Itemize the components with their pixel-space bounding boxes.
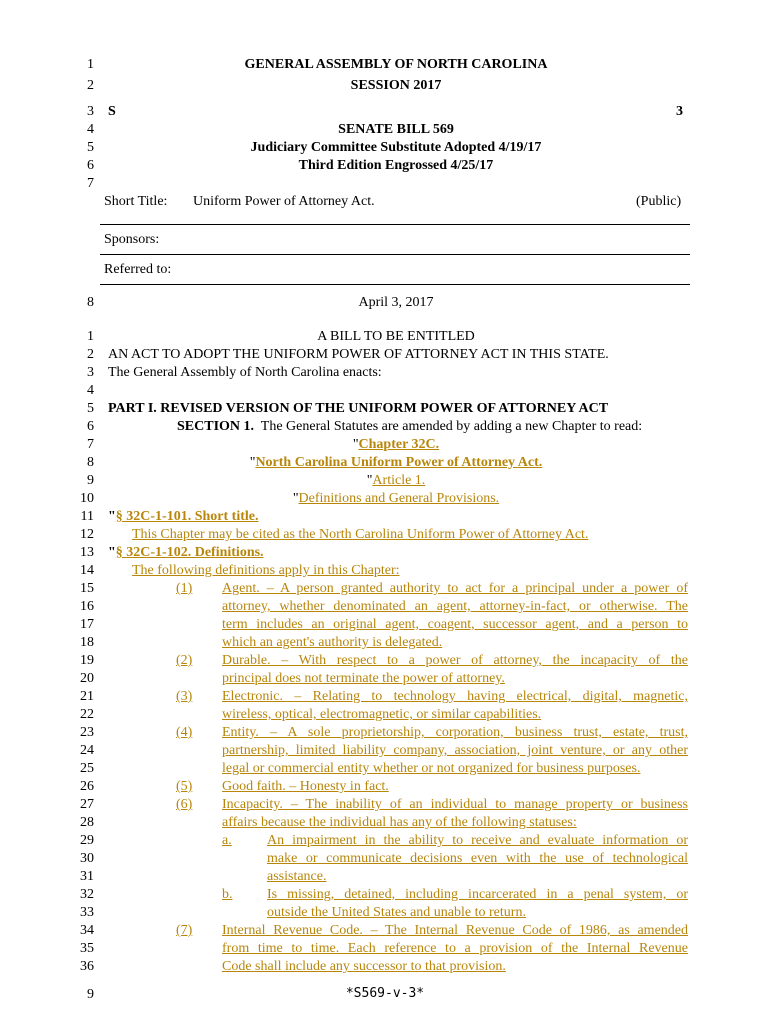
definition-text: Code shall include any successor to that provision. <box>222 959 506 974</box>
line-number: 22 <box>80 707 94 722</box>
line-number: 28 <box>80 815 94 830</box>
line-number: 34 <box>80 923 94 938</box>
definition-text: principal does not terminate the power of attorney. <box>222 671 505 686</box>
short-title: Uniform Power of Attorney Act. <box>193 194 375 209</box>
definition-text: Agent. – A person granted authority to act for a principal under a power of <box>222 581 688 596</box>
line-number: 27 <box>80 797 94 812</box>
act-title: AN ACT TO ADOPT THE UNIFORM POWER OF ATTORNEY ACT IN THIS STATE. <box>108 347 609 362</box>
line-number: 1 <box>87 57 94 72</box>
definition-text: legal or commercial entity whether or not organized for business purposes. <box>222 761 641 776</box>
line-number: 6 <box>87 419 94 434</box>
definition-text: Incapacity. – The inability of an individual to manage property or business <box>222 797 688 812</box>
line-number: 14 <box>80 563 94 578</box>
line-number: 4 <box>87 383 94 398</box>
bill-number: SENATE BILL 569 <box>338 122 454 137</box>
section-label: SECTION 1. <box>177 419 255 434</box>
line-number: 25 <box>80 761 94 776</box>
definition-number: (3) <box>176 689 193 704</box>
line-number: 31 <box>80 869 94 884</box>
page-number: 9 <box>87 987 94 1002</box>
line-number: 26 <box>80 779 94 794</box>
subdefinition-text: An impairment in the ability to receive and evaluate information or <box>267 833 688 848</box>
definitions-intro: The following definitions apply in this Chapter: <box>132 563 400 578</box>
section-heading-text: § 32C-1-102. Definitions. <box>115 545 264 560</box>
section-32c-1-102-heading: "§ 32C-1-102. Definitions. <box>108 545 264 560</box>
section-32c-1-101-heading: "§ 32C-1-101. Short title. <box>108 509 259 524</box>
line-number: 7 <box>87 176 94 191</box>
line-number: 16 <box>80 599 94 614</box>
short-title-label: Short Title: <box>104 194 168 209</box>
definition-text: affairs because the individual has any of the following statuses: <box>222 815 577 830</box>
section-text: The General Statutes are amended by adding a new Chapter to read: <box>260 419 643 434</box>
line-number: 15 <box>80 581 94 596</box>
assembly-heading: GENERAL ASSEMBLY OF NORTH CAROLINA <box>244 57 548 72</box>
edition-number: 3 <box>676 104 683 119</box>
subdefinition-letter: b. <box>222 887 233 902</box>
sponsors-label: Sponsors: <box>104 232 160 247</box>
line-number: 1 <box>87 329 94 344</box>
definition-number: (2) <box>176 653 193 668</box>
line-number: 8 <box>87 295 94 310</box>
line-number: 24 <box>80 743 94 758</box>
divider <box>100 224 690 225</box>
document-code: *S569-v-3* <box>345 986 425 1001</box>
subdefinition-letter: a. <box>222 833 232 848</box>
filed-date: April 3, 2017 <box>358 295 434 310</box>
line-number: 8 <box>87 455 94 470</box>
definition-text: which an agent's authority is delegated. <box>222 635 443 650</box>
line-number: 33 <box>80 905 94 920</box>
definition-number: (1) <box>176 581 193 596</box>
line-number: 9 <box>87 473 94 488</box>
chapter-number: Chapter 32C. <box>358 437 440 452</box>
definition-text: Internal Revenue Code. – The Internal Revenue Code of 1986, as amended <box>222 923 688 938</box>
short-title-text: This Chapter may be cited as the North Carolina Uniform Power of Attorney Act. <box>132 527 589 542</box>
section-heading-text: § 32C-1-101. Short title. <box>115 509 259 524</box>
definition-text: partnership, limited liability company, association, joint venture, or any other <box>222 743 688 758</box>
article-number: Article 1. <box>372 473 426 488</box>
divider <box>100 254 690 255</box>
part-heading: PART I. REVISED VERSION OF THE UNIFORM POWER OF ATTORNEY ACT <box>108 401 609 416</box>
definition-number: (4) <box>176 725 193 740</box>
line-number: 2 <box>87 347 94 362</box>
line-number: 32 <box>80 887 94 902</box>
definition-text: attorney, whether denominated an agent, attorney-in-fact, or otherwise. The <box>222 599 688 614</box>
article-title-text: Definitions and General Provisions. <box>298 491 500 506</box>
line-number: 29 <box>80 833 94 848</box>
line-number: 2 <box>87 78 94 93</box>
edition-line: Third Edition Engrossed 4/25/17 <box>298 158 494 173</box>
senate-marker-left: S <box>108 104 116 119</box>
session-heading: SESSION 2017 <box>350 78 442 93</box>
line-number: 36 <box>80 959 94 974</box>
line-number: 13 <box>80 545 94 560</box>
subdefinition-text: Is missing, detained, including incarcerated in a penal system, or <box>267 887 688 902</box>
chapter-title-text: North Carolina Uniform Power of Attorney Act. <box>255 455 543 470</box>
definition-text: Electronic. – Relating to technology having electrical, digital, magnetic, <box>222 689 688 704</box>
line-number: 3 <box>87 104 94 119</box>
definition-text: Entity. – A sole proprietorship, corporation, business trust, estate, trust, <box>222 725 688 740</box>
subdefinition-text: assistance. <box>267 869 327 884</box>
line-number: 18 <box>80 635 94 650</box>
subdefinition-text: make or communicate decisions even with the use of technological <box>267 851 688 866</box>
line-number: 4 <box>87 122 94 137</box>
line-number: 17 <box>80 617 94 632</box>
chapter-title: "North Carolina Uniform Power of Attorney Act. <box>249 455 543 470</box>
definition-text: Durable. – With respect to a power of attorney, the incapacity of the <box>222 653 688 668</box>
definition-text: from time to time. Each reference to a provision of the Internal Revenue <box>222 941 688 956</box>
line-number: 19 <box>80 653 94 668</box>
line-number: 11 <box>80 509 94 524</box>
referred-label: Referred to: <box>104 262 172 277</box>
enacting-clause: The General Assembly of North Carolina enacts: <box>108 365 382 380</box>
divider <box>100 284 690 285</box>
line-number: 23 <box>80 725 94 740</box>
line-number: 10 <box>80 491 94 506</box>
public-tag: (Public) <box>636 194 682 209</box>
article-heading: "Article 1. <box>366 473 426 488</box>
line-number: 20 <box>80 671 94 686</box>
subdefinition-text: outside the United States and unable to return. <box>267 905 526 920</box>
definition-number: (6) <box>176 797 193 812</box>
definition-number: (7) <box>176 923 193 938</box>
definition-text: wireless, optical, electromagnetic, or similar capabilities. <box>222 707 542 722</box>
definition-text: Good faith. – Honesty in fact. <box>222 779 389 794</box>
line-number: 6 <box>87 158 94 173</box>
article-title: "Definitions and General Provisions. <box>292 491 500 506</box>
line-number: 5 <box>87 140 94 155</box>
line-number: 21 <box>80 689 94 704</box>
line-number: 5 <box>87 401 94 416</box>
line-number: 12 <box>80 527 94 542</box>
definition-text: term includes an original agent, coagent, successor agent, and a person to <box>222 617 688 632</box>
definition-number: (5) <box>176 779 193 794</box>
line-number: 3 <box>87 365 94 380</box>
committee-substitute: Judiciary Committee Substitute Adopted 4/19/17 <box>250 140 542 155</box>
line-number: 7 <box>87 437 94 452</box>
chapter-heading: "Chapter 32C. <box>352 437 440 452</box>
section-1 <box>177 418 642 436</box>
line-number: 30 <box>80 851 94 866</box>
bill-entitled: A BILL TO BE ENTITLED <box>317 329 475 344</box>
line-number: 35 <box>80 941 94 956</box>
